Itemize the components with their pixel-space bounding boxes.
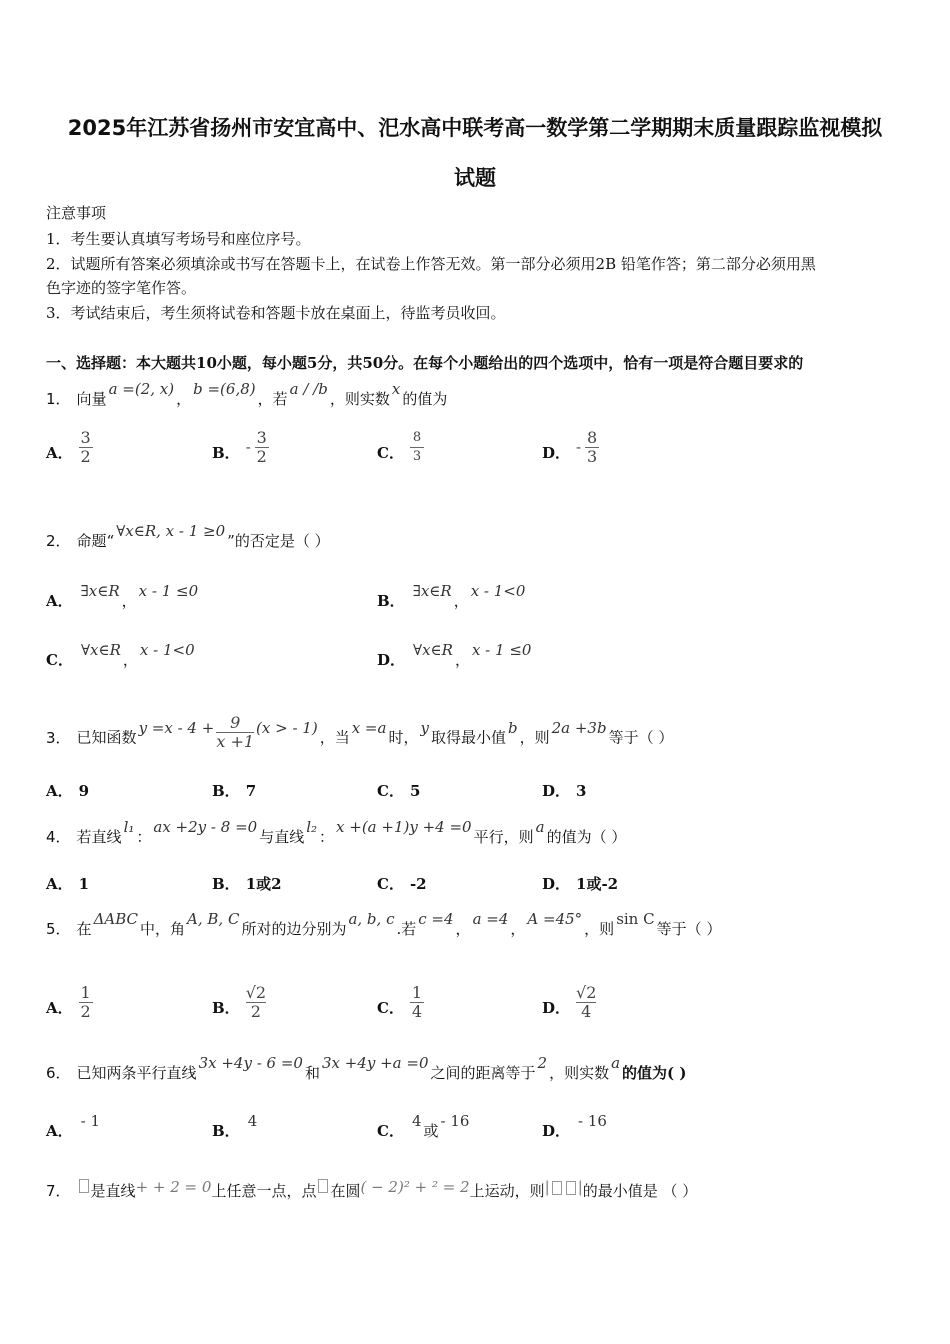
math-expression: ∀x∈R, x - 1 ≥0	[116, 522, 226, 540]
option-a: A．- 1	[46, 1112, 101, 1140]
math-expression: | |	[544, 1178, 583, 1196]
fraction: $\frac{8}{3}$	[410, 429, 424, 466]
math-expression: (x > - 1)	[256, 718, 318, 737]
fraction: $\frac{√2}{4}$	[576, 983, 597, 1021]
option-b: B． 7	[212, 782, 257, 800]
math-expression: ax +2y - 8 =0	[153, 818, 258, 836]
question-6: 6． 已知两条平行直线3x +4y - 6 =0和3x +4y +a =0之间的距离等于2，则实数a的值为( )	[46, 1054, 687, 1082]
option-a: A． 9	[46, 782, 90, 800]
option-d: D． 1或-2	[542, 875, 619, 893]
option-a: A． $\frac{3}{2}$	[46, 428, 91, 466]
option-d: D． $\frac{√2}{4}$	[542, 983, 597, 1021]
math-expression: ( − 2)² + ² = 2	[360, 1178, 470, 1196]
math-expression: sin C	[616, 910, 655, 928]
math-expression: a =4	[472, 910, 509, 928]
math-expression: a	[611, 1054, 621, 1072]
option-d: D． 3	[542, 782, 587, 800]
option-d: D．∀x∈R，x - 1 ≤0	[377, 641, 532, 669]
question-7: 7． 是直线+ + 2 = 0上任意一点，点 在圆( − 2)² + ² = 2上运动，则| |的最小值是 （ ）	[46, 1178, 698, 1200]
notice-item: 1．考生要认真填写考场号和座位序号。	[46, 230, 311, 248]
math-expression: x =a	[351, 718, 387, 737]
question-number: 6．	[46, 1064, 71, 1082]
option-c: C． $\frac{1}{4}$	[377, 983, 423, 1021]
math-expression: l₁	[123, 818, 135, 836]
option-b: B． 1或2	[212, 875, 282, 893]
question-number: 5．	[46, 920, 71, 938]
option-d: D．- 16	[542, 1112, 607, 1140]
section-heading: 一、选择题：本大题共10小题，每小题5分，共50分。在每个小题给出的四个选项中，恰有一项是符合题目要求的	[46, 354, 804, 372]
option-c: C． $\frac{8}{3}$	[377, 435, 424, 472]
question-number: 1．	[46, 390, 71, 408]
option-c: C． 5	[377, 782, 421, 800]
math-expression: x	[391, 380, 401, 398]
option-a: A． $\frac{1}{2}$	[46, 983, 91, 1021]
question-5: 5． 在ΔABC中，角A, B, C所对的边分别为a, b, c.若c =4，a =4，A =45°，则sin C等于（ ）	[46, 910, 722, 938]
question-number: 3．	[46, 728, 71, 747]
option-b: B． - $\frac{3}{2}$	[212, 428, 267, 466]
math-expression: c =4	[418, 910, 454, 928]
option-b: B．∃x∈R，x - 1<0	[377, 582, 526, 610]
math-expression: l₂	[306, 818, 318, 836]
option-c: C．4或- 16	[377, 1112, 470, 1140]
option-a: A．∃x∈R，x - 1 ≤0	[46, 582, 199, 610]
option-b: B． $\frac{√2}{2}$	[212, 983, 267, 1021]
option-c: C． -2	[377, 875, 427, 893]
math-expression: b =(6,8)	[193, 380, 256, 398]
fraction: $\frac{3}{2}$	[256, 428, 267, 466]
math-expression: 3x +4y +a =0	[321, 1054, 429, 1072]
option-b: B．4	[212, 1112, 258, 1140]
exam-title-line1: 2025年江苏省扬州市安宜高中、汜水高中联考高一数学第二学期期末质量跟踪监视模拟	[67, 116, 883, 140]
question-4: 4． 若直线l₁：ax +2y - 8 =0与直线l₂：x +(a +1)y +4 =0平行，则a的值为（ ）	[46, 818, 627, 846]
notice-item: 2．试题所有答案必须填涂或书写在答题卡上，在试卷上作答无效。第一部分必须用2B 铅笔作答；第二部分必须用黑	[46, 255, 816, 273]
math-expression: + + 2 = 0	[135, 1178, 212, 1196]
math-expression: a, b, c	[348, 910, 395, 928]
math-expression: a / /b	[289, 380, 328, 398]
fraction: $\frac{8}{3}$	[587, 428, 598, 466]
missing-glyph	[318, 1179, 328, 1193]
fraction: $\frac{1}{2}$	[80, 983, 91, 1021]
missing-glyph	[79, 1179, 89, 1193]
math-expression: 3x +4y - 6 =0	[198, 1054, 303, 1072]
fraction: $\frac{3}{2}$	[80, 428, 91, 466]
question-2: 2． 命题“∀x∈R, x - 1 ≥0”的否定是（ ）	[46, 522, 330, 550]
question-number: 4．	[46, 828, 71, 846]
math-expression: x +(a +1)y +4 =0	[336, 818, 472, 836]
notice-item: 3．考试结束后，考生须将试卷和答题卡放在桌面上，待监考员收回。	[46, 304, 506, 322]
question-number: 2．	[46, 532, 71, 550]
math-expression: ΔABC	[93, 910, 139, 928]
math-expression: y =x - 4 +	[138, 718, 215, 737]
option-a: A． 1	[46, 875, 90, 893]
question-3: 3． 已知函数y =x - 4 + $\frac{9}{x +1}$ (x > - 1)，当x =a时，y取得最小值b，则2a +3b等于（ ）	[46, 713, 674, 751]
notice-heading: 注意事项	[46, 204, 107, 222]
math-expression: 2	[537, 1054, 548, 1072]
math-expression: a	[535, 818, 545, 836]
math-expression: A =45°	[527, 910, 583, 928]
math-expression: A, B, C	[187, 910, 240, 928]
question-number: 7．	[46, 1182, 71, 1200]
exam-title-line2: 试题	[454, 166, 496, 190]
math-expression: b	[507, 718, 518, 737]
fraction: $\frac{9}{x +1}$	[216, 713, 255, 751]
math-expression: 2a +3b	[551, 718, 607, 737]
fraction: $\frac{√2}{2}$	[245, 983, 267, 1021]
math-expression: a =(2, x)	[108, 380, 175, 398]
question-1: 1． 向量a =(2, x)，b =(6,8)，若a / /b，则实数x的值为	[46, 380, 448, 408]
option-d: D． - $\frac{8}{3}$	[542, 428, 598, 466]
notice-item: 色字迹的签字笔作答。	[46, 279, 197, 297]
option-c: C．∀x∈R，x - 1<0	[46, 641, 195, 669]
fraction: $\frac{1}{4}$	[411, 983, 423, 1021]
math-expression: y	[420, 718, 429, 737]
